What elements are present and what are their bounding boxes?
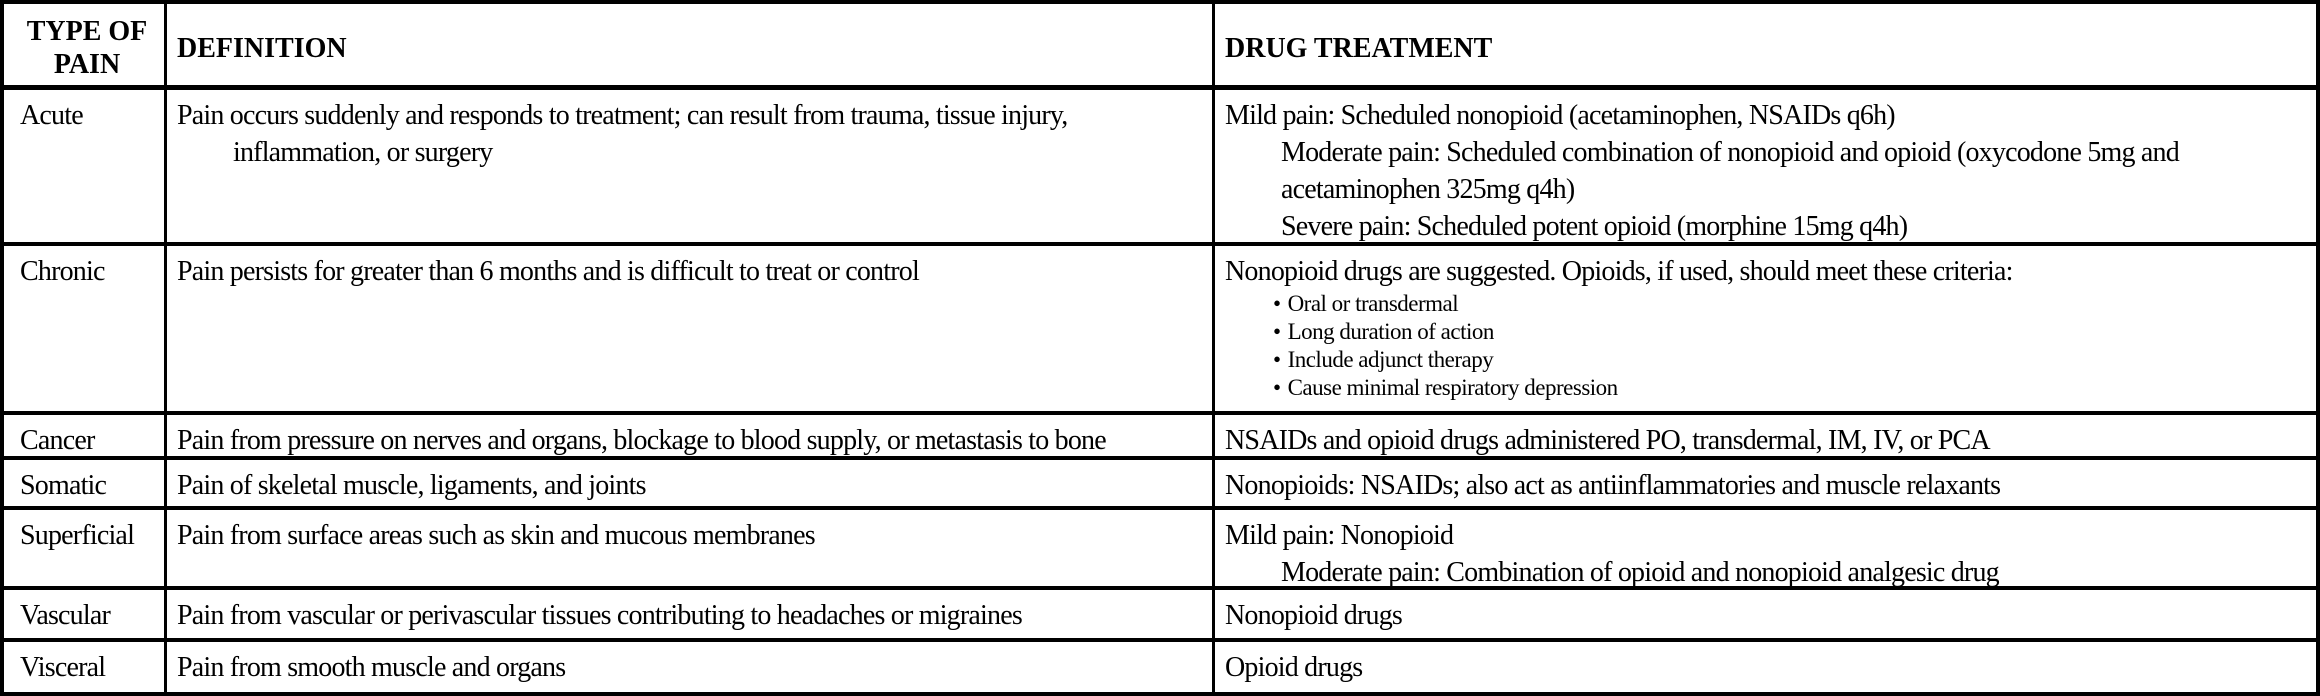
cell-acute-type bbox=[4, 90, 167, 246]
cell-superficial-type bbox=[4, 510, 167, 590]
pain-type-label: Cancer bbox=[20, 425, 95, 456]
definition-line: Pain from vascular or perivascular tissues contributing to headaches or migraines bbox=[177, 600, 1022, 631]
cell-chronic-treatment bbox=[1215, 246, 2316, 415]
treatment-line: acetaminophen 325mg q4h) bbox=[1281, 174, 1575, 205]
treatment-line: NSAIDs and opioid drugs administered PO, transdermal, IM, IV, or PCA bbox=[1225, 425, 1990, 456]
definition-line: Pain persists for greater than 6 months and is difficult to treat or control bbox=[177, 256, 919, 287]
cell-cancer-definition bbox=[167, 415, 1215, 460]
cell-somatic-type bbox=[4, 460, 167, 510]
bullet-text: Oral or transdermal bbox=[1287, 291, 1459, 316]
header-line: PAIN bbox=[53, 49, 121, 80]
col-header-definition bbox=[167, 4, 1215, 90]
definition-line: Pain from surface areas such as skin and mucous membranes bbox=[177, 520, 815, 551]
treatment-line: Nonopioid drugs bbox=[1225, 600, 1403, 631]
definition-line: Pain from pressure on nerves and organs, blockage to blood supply, or metastasis to bone bbox=[177, 425, 1106, 456]
cell-superficial-treatment bbox=[1215, 510, 2316, 590]
cell-cancer-type bbox=[4, 415, 167, 460]
treatment-line: Mild pain: Nonopioid bbox=[1225, 520, 1454, 551]
treatment-line: Severe pain: Scheduled potent opioid (morphine 15mg q4h) bbox=[1281, 211, 1908, 242]
treatment-bullet-item bbox=[1225, 318, 2306, 346]
treatment-bullet-item bbox=[1225, 374, 2306, 402]
treatment-bullet-item bbox=[1225, 346, 2306, 374]
cell-somatic-definition bbox=[167, 460, 1215, 510]
pain-type-label: Chronic bbox=[20, 256, 105, 287]
definition-line: Pain from smooth muscle and organs bbox=[177, 652, 566, 683]
bullet-text: Cause minimal respiratory depression bbox=[1287, 375, 1618, 400]
treatment-line: Mild pain: Scheduled nonopioid (acetaminophen, NSAIDs q6h) bbox=[1225, 100, 1895, 131]
cell-chronic-type bbox=[4, 246, 167, 415]
bullet-text: Include adjunct therapy bbox=[1287, 347, 1494, 372]
cell-acute-definition bbox=[167, 90, 1215, 246]
pain-type-label: Vascular bbox=[20, 600, 111, 631]
cell-somatic-treatment bbox=[1215, 460, 2316, 510]
definition-line: Pain occurs suddenly and responds to treatment; can result from trauma, tissue injury, bbox=[177, 100, 1068, 131]
header-line: DRUG TREATMENT bbox=[1225, 32, 1493, 64]
cell-visceral-type bbox=[4, 642, 167, 692]
treatment-line: Opioid drugs bbox=[1225, 652, 1363, 683]
cell-vascular-type bbox=[4, 590, 167, 642]
bullet-icon: • bbox=[1273, 375, 1281, 400]
definition-line: Pain of skeletal muscle, ligaments, and joints bbox=[177, 470, 646, 501]
bullet-icon: • bbox=[1273, 347, 1281, 372]
cell-visceral-definition bbox=[167, 642, 1215, 692]
bullet-icon: • bbox=[1273, 319, 1281, 344]
pain-type-label: Somatic bbox=[20, 470, 107, 501]
treatment-bullet-item bbox=[1225, 290, 2306, 318]
pain-type-label: Superficial bbox=[20, 520, 135, 551]
header-line: DEFINITION bbox=[177, 32, 347, 64]
cell-superficial-definition bbox=[167, 510, 1215, 590]
cell-visceral-treatment bbox=[1215, 642, 2316, 692]
col-header-type-of-pain-text bbox=[27, 15, 148, 81]
cell-chronic-definition bbox=[167, 246, 1215, 415]
treatment-line: Moderate pain: Combination of opioid and nonopioid analgesic drug bbox=[1281, 557, 1999, 588]
definition-line: inflammation, or surgery bbox=[233, 137, 493, 168]
header-line: TYPE OF bbox=[26, 16, 148, 47]
treatment-line: Nonopioids: NSAIDs; also act as antiinflammatories and muscle relaxants bbox=[1225, 470, 2001, 501]
pain-type-label: Acute bbox=[20, 100, 83, 131]
treatment-line: Moderate pain: Scheduled combination of nonopioid and opioid (oxycodone 5mg and bbox=[1281, 137, 2179, 168]
cell-cancer-treatment bbox=[1215, 415, 2316, 460]
cell-vascular-treatment bbox=[1215, 590, 2316, 642]
col-header-type-of-pain bbox=[4, 4, 167, 90]
cell-acute-treatment bbox=[1215, 90, 2316, 246]
col-header-drug-treatment bbox=[1215, 4, 2316, 90]
treatment-line: Nonopioid drugs are suggested. Opioids, if used, should meet these criteria: bbox=[1225, 256, 2013, 287]
cell-vascular-definition bbox=[167, 590, 1215, 642]
pain-type-label: Visceral bbox=[20, 652, 106, 683]
bullet-text: Long duration of action bbox=[1287, 319, 1494, 344]
bullet-icon: • bbox=[1273, 291, 1281, 316]
